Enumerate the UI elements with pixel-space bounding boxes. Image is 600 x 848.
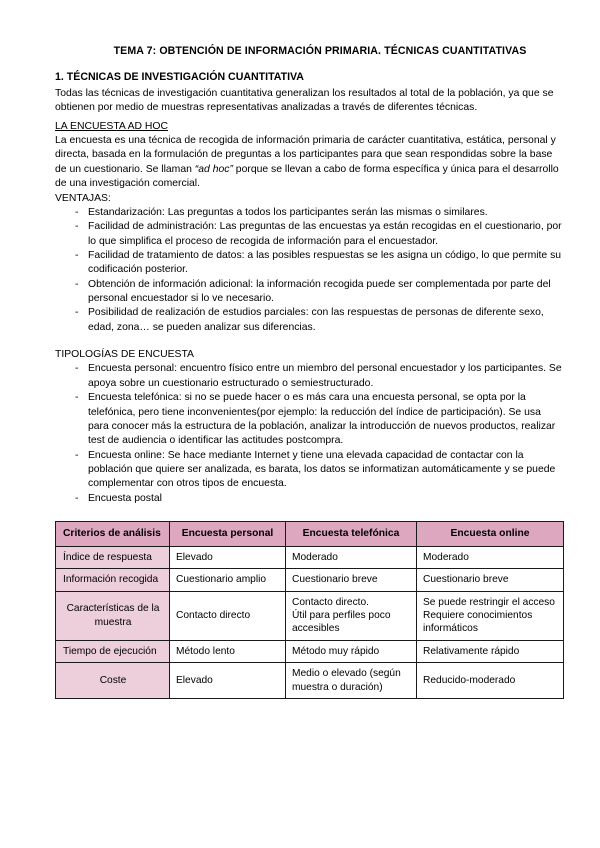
list-item [55,206,563,220]
cell-online: Reducido-moderado [417,663,564,699]
cell-telefonica [286,591,417,640]
bullet-dash-icon: - [75,206,79,218]
cell-line: Requiere conocimientos informáticos [423,610,533,635]
cell-telefonica: Cuestionario breve [286,569,417,591]
bullet-dash-icon: - [75,221,79,233]
bullet-dash-icon: - [75,392,79,404]
encuesta-definition-paragraph [55,134,563,191]
list-item-text: Facilidad de tratamiento de datos: a las posibles respuestas se les asigna un código, lo que permite su codificación posterior. [88,249,562,276]
cell-online: Cuestionario breve [417,569,564,591]
list-item-text: Posibilidad de realización de estudios parciales: con las respuestas de personas de diferente sexo, edad, zona… se pueden analizar sus diferencias. [88,307,544,333]
ad-hoc-italic: “ad hoc” [194,163,233,175]
encuesta-definition-part-2: porque se llevan a cabo de forma específica y única para el desarrollo de una investigación comercial. [55,163,559,190]
row-header-tiempo-de-ejecucion: Tiempo de ejecución [56,640,170,662]
cell-personal: Elevado [170,663,286,699]
tipologias-heading: TIPOLOGÍAS DE ENCUESTA [55,349,194,361]
cell-personal: Contacto directo [170,591,286,640]
table-row [56,640,564,662]
cell-telefonica: Moderado [286,546,417,568]
list-item [55,362,563,391]
ventajas-heading: VENTAJAS: [55,192,111,204]
list-item [55,492,563,506]
list-item-text: Encuesta telefónica: si no se puede hacer o es más cara una encuesta personal, se opta por la telefónica, pero tiene inconvenientes(por ejemplo: la reducción del índice de participación). Se usa para conocer más la estructura de la población, analizar la introducción de nuevos productos, realizar test de audiencia o identificar las actitudes postcompra. [88,392,556,447]
list-item [55,306,563,335]
intro-paragraph: Todas las técnicas de investigación cuantitativa generalizan los resultados al total de la población, ya que se obtienen por medio de muestras representativas analizadas a través de diferentes técnicas. [55,88,554,114]
row-header-caracteristicas-muestra: Características de la muestra [56,591,170,640]
encuesta-ad-hoc-heading-wrap [55,116,563,134]
row-header-indice-de-respuesta: Índice de respuesta [56,546,170,568]
table-body [56,546,564,699]
encuesta-ad-hoc-heading: LA ENCUESTA AD HOC [55,120,168,132]
cell-line: Se puede restringir el acceso [423,596,555,608]
paragraph-spacer [55,335,563,348]
list-item-text: Encuesta online: Se hace mediante Internet y tiene una elevada capacidad de contactar con la población que quiere ser analizada, es barata, los datos se informatizan automáticamente y se puede complementar con otros tipos de encuesta. [88,449,556,490]
list-item-text: Estandarización: Las preguntas a todos los participantes serán las mismas o similares. [88,206,488,218]
column-header-encuesta-telefonica: Encuesta telefónica [286,522,417,547]
table-header [56,522,564,547]
bullet-dash-icon: - [75,449,79,461]
list-item [55,278,563,307]
column-header-encuesta-personal: Encuesta personal [170,522,286,547]
cell-personal: Elevado [170,546,286,568]
cell-personal: Método lento [170,640,286,662]
bullet-dash-icon: - [75,492,79,504]
bullet-dash-icon: - [75,249,79,261]
table-header-row [56,522,564,547]
ventajas-list [55,206,563,335]
column-header-criterios: Criterios de análisis [56,522,170,547]
cell-online [417,591,564,640]
encuesta-definition-part-1: La encuesta es una técnica de recogida de información primaria de carácter cuantitativa, estática, personal y directa, basada en la formulación de preguntas a los participantes para que sean respondidas sobre la base de un cuestionario. Se llaman [55,135,556,175]
table-row [56,546,564,568]
cell-line: Contacto directo. [292,596,370,608]
bullet-dash-icon: - [75,363,79,375]
table-row [56,663,564,699]
row-header-informacion-recogida: Información recogida [56,569,170,591]
tipologias-list [55,362,563,506]
page-title: TEMA 7: OBTENCIÓN DE INFORMACIÓN PRIMARIA. TÉCNICAS CUANTITATIVAS [113,45,527,57]
section-heading-1: 1. TÉCNICAS DE INVESTIGACIÓN CUANTITATIVA [55,71,304,84]
list-item [55,220,563,249]
list-item [55,391,563,448]
list-item-text: Encuesta personal: encuentro físico entre un miembro del personal encuestador y los participantes. Se apoya sobre un cuestionario estructurado o semiestructurado. [88,363,562,389]
cell-personal: Cuestionario amplio [170,569,286,591]
list-item-text: Encuesta postal [88,492,162,504]
comparison-table [55,521,564,699]
cell-telefonica: Método muy rápido [286,640,417,662]
cell-telefonica: Medio o elevado (según muestra o duración) [286,663,417,699]
cell-online: Relativamente rápido [417,640,564,662]
bullet-dash-icon: - [75,307,79,319]
row-header-coste: Coste [56,663,170,699]
list-item-text: Facilidad de administración: Las preguntas de las encuestas ya están recogidas en el cuestionario, por lo que simplifica el proceso de recogida de información para el encuestador. [88,221,562,247]
table-row [56,591,564,640]
list-item [55,449,563,492]
list-item [55,249,563,278]
cell-online: Moderado [417,546,564,568]
column-header-encuesta-online: Encuesta online [417,522,564,547]
cell-line: Útil para perfiles poco accesibles [292,610,391,635]
list-item-text: Obtención de información adicional: la información recogida puede ser complementada por parte del personal encuestador si lo ve necesario. [88,278,551,305]
bullet-dash-icon: - [75,278,79,290]
table-row [56,569,564,591]
